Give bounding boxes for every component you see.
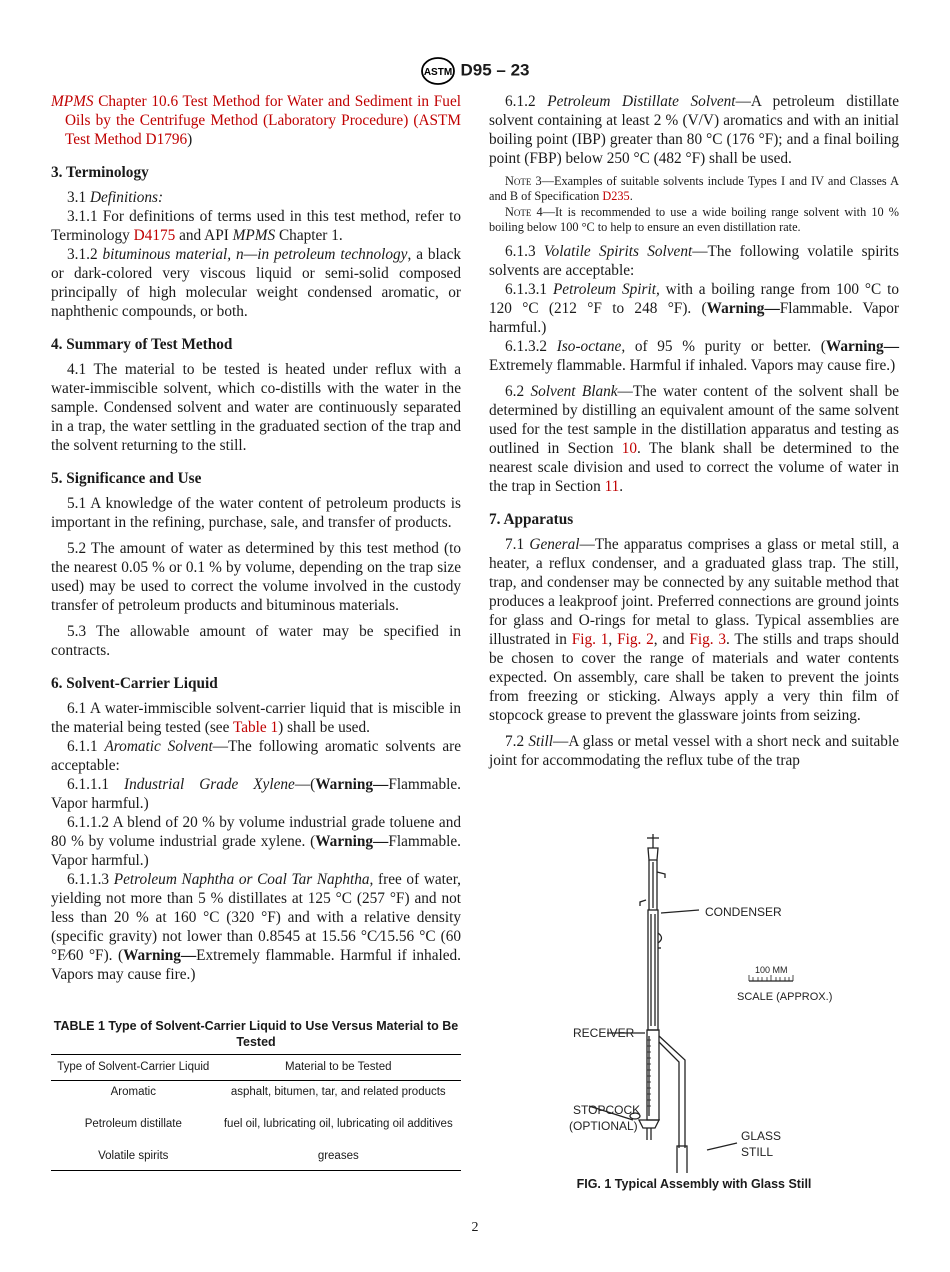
section-10-link[interactable]: 10: [621, 440, 638, 457]
para-5-1: 5.1 A knowledge of the water content of petroleum products is important in the refining, purchase, sale, and transfer of products.: [51, 495, 461, 531]
table-row: [51, 1081, 461, 1114]
table-row: [51, 1145, 461, 1171]
label-optional: (OPTIONAL): [569, 1119, 638, 1133]
section-3-heading: 3. Terminology: [51, 164, 149, 181]
left-column: [51, 92, 461, 1171]
para-6-1-1-1: 6.1.1.1 Industrial Grade Xylene—(Warning—Flammable. Vapor harmful.): [51, 776, 461, 812]
table-1: [51, 1054, 461, 1171]
table-cell: Volatile spirits: [51, 1145, 216, 1171]
label-receiver: RECEIVER: [573, 1026, 635, 1040]
right-column: [489, 92, 899, 770]
figure-1-caption: FIG. 1 Typical Assembly with Glass Still: [576, 1177, 812, 1191]
label-condenser: CONDENSER: [705, 905, 782, 919]
figure-1: [489, 828, 899, 1158]
para-6-1: 6.1 A water-immiscible solvent-carrier liquid that is miscible in the material being tested (see Table 1) shall be used.: [51, 700, 461, 736]
para-5-2: 5.2 The amount of water as determined by this test method (to the nearest 0.05 % or 0.1 % by volume, depending on the trap size used) may be used to correct the volume involved in the custody transfer of petroleum products and bituminous materials.: [51, 540, 461, 614]
table-header-cell: Type of Solvent-Carrier Liquid: [51, 1055, 216, 1081]
d235-link[interactable]: D235: [602, 189, 630, 203]
note-3: Note 3—Examples of suitable solvents include Types I and IV and Classes A and B of Specification D235.: [489, 174, 899, 203]
para-6-1-3: 6.1.3 Volatile Spirits Solvent—The following volatile spirits solvents are acceptable:: [489, 243, 899, 279]
section-7-heading: 7. Apparatus: [489, 511, 574, 528]
table-cell: greases: [216, 1145, 461, 1171]
page-header: [0, 56, 950, 86]
table-header-row: [51, 1055, 461, 1081]
para-6-1-3-1: 6.1.3.1 Petroleum Spirit, with a boiling range from 100 °C to 120 °C (212 °F to 248 °F). (Warning—Flammable. Vapor harmful.): [489, 281, 900, 336]
para-6-1-2: 6.1.2 Petroleum Distillate Solvent—A petroleum distillate solvent containing at least 2 % (V/V) aromatics and with an initial boiling point (IBP) greater than 80 °C (176 °F); and a final boiling point (FBP) below 250 °C (482 °F) shall be used.: [489, 93, 899, 167]
para-6-2: 6.2 Solvent Blank—The water content of the solvent shall be determined by distilling an equivalent amount of the same solvent used for the test sample in the distillation apparatus and testing as outlined in Section 10. The blank shall be determined to the nearest scale division and used to correct the volume of water in the trap in Section 11.: [489, 383, 900, 495]
ref-mpms-link[interactable]: MPMS: [51, 93, 94, 110]
astm-logo-icon: [421, 56, 455, 86]
table-cell: Aromatic: [110, 1086, 156, 1098]
designation: D95 – 23: [460, 60, 530, 80]
ref-title-link[interactable]: Test Method for Water and Sediment in Fuel Oils by the Centrifuge Method (Laboratory Procedure) (ASTM Test Method: [65, 93, 461, 148]
glass-still-diagram: [489, 828, 899, 1173]
note-4: Note 4—It is recommended to use a wide boiling range solvent with 10 % boiling below 100 °C to help to ensure an even distillation rate.: [489, 205, 899, 234]
table-1-caption: TABLE 1 Type of Solvent-Carrier Liquid to Use Versus Material to Be Tested: [53, 1019, 459, 1049]
para-7-2: 7.2 Still—A glass or metal vessel with a short neck and suitable joint for accommodating the reflux tube of the trap: [489, 733, 899, 769]
label-scale-mm: 100 MM: [755, 965, 788, 975]
label-still: STILL: [741, 1145, 774, 1159]
table-1-link[interactable]: Table 1: [232, 719, 279, 736]
svg-text:ASTM: ASTM: [423, 67, 452, 78]
d4175-link[interactable]: D4175: [133, 227, 176, 244]
table-row: [51, 1113, 461, 1145]
table-header-cell: Material to be Tested: [216, 1055, 461, 1081]
para-6-1-1-2: 6.1.1.2 A blend of 20 % by volume industrial grade toluene and 80 % by volume industrial grade xylene. (Warning—Flammable. Vapor harmful.): [51, 814, 461, 869]
fig-1-link[interactable]: Fig. 1: [571, 631, 609, 648]
section-5-heading: 5. Significance and Use: [51, 470, 202, 487]
page-number: 2: [471, 1220, 479, 1235]
para-6-1-1-3: 6.1.1.3 Petroleum Naphtha or Coal Tar Naphtha, free of water, yielding not more than 5 % distillates at 125 °C (257 °F) and not less than 20 % at 160 °C (320 °F) and with a relative density (specific gravity) not lower than 0.8545 at 15.56 °C⁄15.56 °C (60 °F⁄60 °F). (Warning—Extremely flammable. Harmful if inhaled. Vapors may cause fire.): [51, 871, 462, 983]
table-cell: fuel oil, lubricating oil, lubricating oil additives: [223, 1118, 453, 1130]
para-5-3: 5.3 The allowable amount of water may be specified in contracts.: [51, 623, 461, 659]
label-stopcock: STOPCOCK: [573, 1103, 641, 1117]
section-6-heading: 6. Solvent-Carrier Liquid: [51, 675, 218, 692]
para-3-1-1: 3.1.1 For definitions of terms used in this test method, refer to Terminology D4175 and API MPMS Chapter 1.: [51, 208, 461, 244]
para-4-1: 4.1 The material to be tested is heated under reflux with a water-immiscible solvent, which co-distills with the water in the sample. Condensed solvent and water are continuously separated in a trap, the water settling in the graduated section of the trap and the solvent returning to the still.: [51, 361, 461, 454]
para-3-1-2: 3.1.2 bituminous material, n—in petroleum technology, a black or dark-colored very viscous liquid or semi-solid composed principally of high molecular weight condensed aromatic, or naphthenic compounds, or both.: [51, 246, 462, 320]
para-3-1: 3.1 Definitions:: [67, 189, 164, 206]
fig-3-link[interactable]: Fig. 3: [689, 631, 727, 648]
para-6-1-3-2: 6.1.3.2 Iso-octane, of 95 % purity or better. (Warning—Extremely flammable. Harmful if inhaled. Vapors may cause fire.): [489, 338, 899, 374]
label-glass: GLASS: [741, 1129, 782, 1143]
section-11-link[interactable]: 11: [604, 478, 620, 495]
para-6-1-1: 6.1.1 Aromatic Solvent—The following aromatic solvents are acceptable:: [51, 738, 462, 774]
para-7-1: 7.1 General—The apparatus comprises a glass or metal still, a heater, a reflux condenser, and a graduated glass trap. The still, trap, and condenser may be connected by any suitable method that produces a leakproof joint. Preferred connections are ground joints for glass and O-rings for metal to glass. Typical assemblies are illustrated in Fig. 1, Fig. 2, and Fig. 3. The stills and traps should be chosen to cover the range of materials and water contents expected. On assembly, care shall be taken to prevent the joints from freezing or sticking. Always apply a very thin film of stopcock grease to prevent the glassware joints from seizing.: [489, 536, 900, 724]
label-scale: SCALE (APPROX.): [737, 991, 833, 1003]
section-4-heading: 4. Summary of Test Method: [51, 336, 233, 353]
reference-mpms-10-6: MPMS Chapter 10.6 Test Method for Water and Sediment in Fuel Oils by the Centrifuge Method (Laboratory Procedure) (ASTM Test Method D1796): [51, 93, 461, 148]
table-cell: Petroleum distillate: [84, 1118, 182, 1130]
fig-2-link[interactable]: Fig. 2: [617, 631, 654, 648]
ref-d1796-link[interactable]: D1796: [145, 131, 188, 148]
ref-chapter-link[interactable]: Chapter 10.6: [93, 93, 179, 110]
table-cell: asphalt, bitumen, tar, and related products: [230, 1086, 446, 1098]
